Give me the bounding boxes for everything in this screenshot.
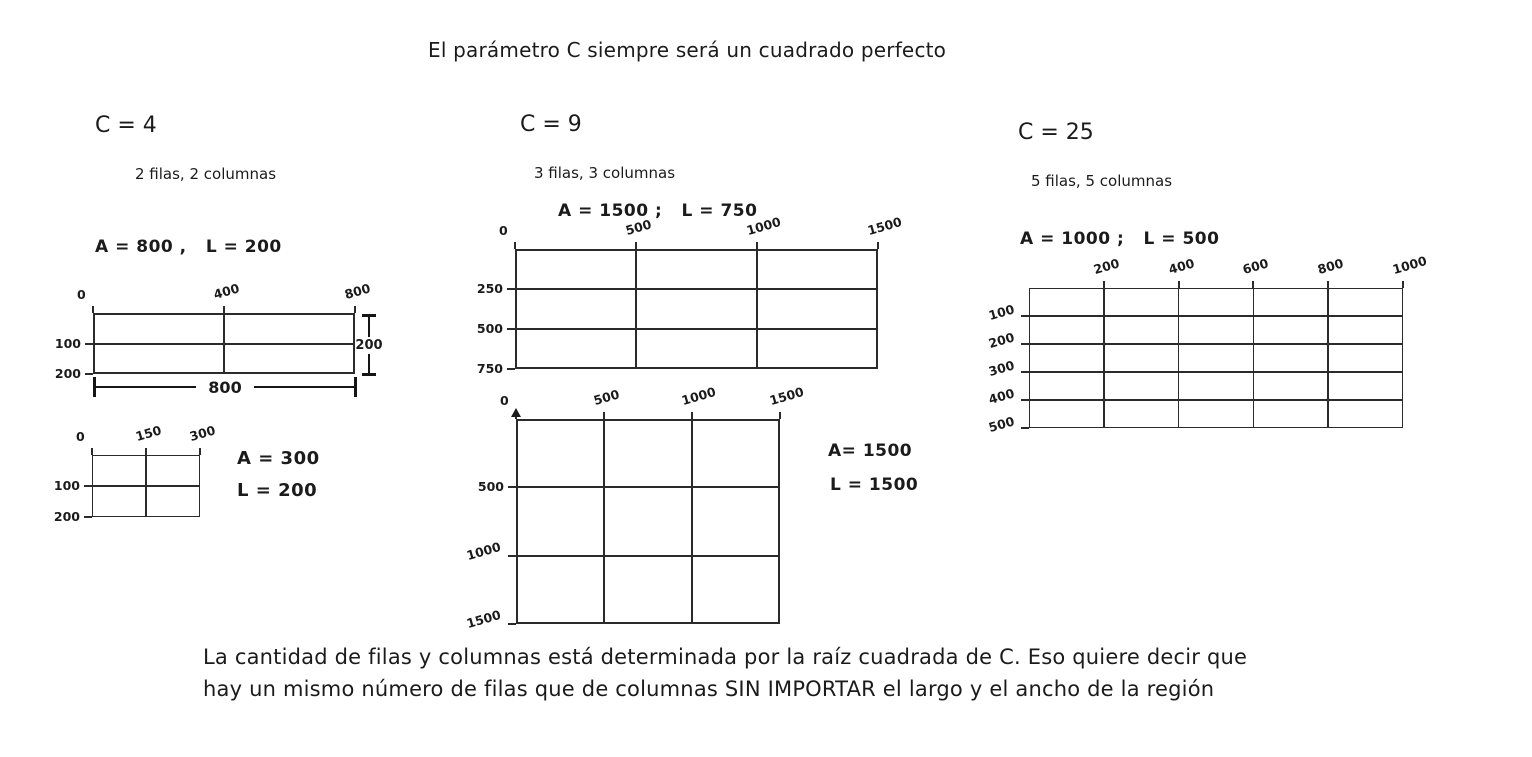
- axis-tick: [1327, 281, 1329, 288]
- axis-tick: [508, 623, 516, 625]
- axis-tick-label: 500: [591, 386, 621, 408]
- axis-tick: [508, 555, 516, 557]
- grid-hline: [1029, 315, 1403, 317]
- axis-tick-label: 800: [342, 280, 373, 302]
- dimension-line: [96, 386, 196, 389]
- axis-tick-label: 500: [477, 479, 504, 495]
- grid-hline: [92, 485, 200, 487]
- page-title: El parámetro C siempre será un cuadrado perfecto: [428, 38, 947, 62]
- axis-tick: [779, 412, 781, 419]
- grid-vline: [1327, 288, 1329, 428]
- axis-tick: [1021, 315, 1029, 317]
- axis-tick: [85, 343, 93, 345]
- axis-tick: [507, 368, 515, 370]
- axis-tick: [1021, 343, 1029, 345]
- axis-tick-label: 0: [77, 287, 86, 302]
- c4-small-area-label: A = 300: [237, 448, 320, 469]
- axis-tick: [92, 306, 94, 313]
- grid-vline: [1103, 288, 1105, 428]
- axis-tick-label: 0: [499, 223, 508, 238]
- c4-width-dimension: [93, 377, 357, 397]
- axis-tick-label: 500: [476, 321, 503, 337]
- axis-tick-label: 400: [986, 385, 1016, 407]
- section-c25-heading: C = 25: [1018, 120, 1094, 145]
- dimension-line: [368, 317, 371, 337]
- axis-tick: [91, 448, 93, 455]
- axis-tick-label: 100: [53, 478, 80, 493]
- section-c25-params: A = 1000 ; L = 500: [1020, 229, 1220, 249]
- c25-grid: [986, 252, 1429, 435]
- axis-tick-label: 1000: [744, 213, 783, 238]
- c4-width-dimension-label: 800: [208, 377, 242, 397]
- axis-tick-label: 300: [986, 357, 1016, 379]
- grid-outline: [1029, 288, 1403, 428]
- axis-tick: [199, 448, 201, 455]
- c9-square-area-label: A= 1500: [828, 441, 913, 461]
- section-c9-params: A = 1500 ; L = 750: [558, 201, 758, 221]
- axis-tick: [1021, 427, 1029, 429]
- axis-tick-label: 100: [986, 301, 1016, 323]
- axis-tick-label: 800: [1316, 255, 1346, 277]
- c4-height-dimension: [352, 314, 386, 376]
- grid-vline: [635, 249, 637, 369]
- axis-tick-label: 1000: [679, 383, 718, 408]
- axis-tick: [1402, 281, 1404, 288]
- footer-explanation-line2: hay un mismo número de filas que de columnas SIN IMPORTAR el largo y el ancho de la región: [203, 677, 1215, 701]
- grid-outline: [515, 249, 878, 369]
- axis-tick-label: 500: [623, 216, 653, 238]
- axis-tick: [603, 412, 605, 419]
- axis-tick-label: 300: [187, 422, 218, 444]
- axis-tick: [756, 242, 758, 249]
- axis-tick: [84, 485, 92, 487]
- axis-tick: [1021, 399, 1029, 401]
- grid-vline: [1178, 288, 1180, 428]
- grid-vline: [603, 419, 605, 624]
- c4-small-grid: [53, 422, 218, 524]
- axis-tick: [635, 242, 637, 249]
- c9-wide-grid: [476, 213, 904, 376]
- section-c4-params: A = 800 , L = 200: [95, 237, 282, 257]
- grid-outline: [516, 419, 780, 624]
- section-c9-rows-cols: 3 filas, 3 columnas: [534, 164, 676, 182]
- axis-tick-label: 400: [1166, 255, 1196, 277]
- axis-tick-label: 750: [476, 361, 503, 376]
- axis-tick-label: 1000: [1390, 252, 1429, 277]
- width-dimension-line: [93, 377, 357, 397]
- grid-hline: [515, 328, 878, 330]
- axis-tick: [1178, 281, 1180, 288]
- axis-tick-label: 200: [54, 366, 81, 381]
- axis-tick: [691, 412, 693, 419]
- axis-tick: [84, 516, 92, 518]
- section-c4-rows-cols: 2 filas, 2 columnas: [135, 165, 277, 183]
- axis-tick-label: 250: [476, 280, 503, 296]
- section-c9-heading: C = 9: [520, 112, 582, 137]
- grid-hline: [516, 555, 780, 557]
- axis-tick: [514, 242, 516, 249]
- axis-tick-label: 0: [76, 429, 85, 444]
- grid-vline: [1253, 288, 1255, 428]
- c9-square-grid: [465, 383, 806, 631]
- footer-explanation-line1: La cantidad de filas y columnas está determinada por la raíz cuadrada de C. Eso quiere decir que: [203, 645, 1248, 669]
- axis-tick: [85, 373, 93, 375]
- axis-tick-label: 1500: [865, 213, 904, 238]
- grid-vline: [756, 249, 758, 369]
- c4-small-length-label: L = 200: [237, 480, 318, 501]
- c9-square-length-label: L = 1500: [830, 475, 919, 495]
- axis-tick-label: 150: [133, 422, 164, 444]
- c4-main-grid: [54, 280, 373, 381]
- grid-hline: [515, 288, 878, 290]
- c4-height-dimension-label: 200: [355, 337, 383, 353]
- axis-tick: [354, 306, 356, 313]
- grid-hline: [1029, 371, 1403, 373]
- axis-tick-label: 600: [1241, 255, 1271, 277]
- axis-tick-label: 400: [211, 280, 242, 302]
- dimension-end-tick: [354, 377, 357, 397]
- grid-vline: [691, 419, 693, 624]
- axis-tick-label: 100: [54, 335, 81, 351]
- grid-hline: [1029, 399, 1403, 401]
- section-c25-rows-cols: 5 filas, 5 columnas: [1031, 172, 1173, 190]
- axis-tick: [1252, 281, 1254, 288]
- axis-tick: [507, 288, 515, 290]
- axis-tick-label: 200: [986, 329, 1016, 351]
- axis-tick: [507, 328, 515, 330]
- grid-hline: [1029, 343, 1403, 345]
- axis-tick-label: 1500: [465, 606, 503, 631]
- dimension-line: [368, 354, 371, 374]
- axis-tick-label: 1000: [465, 538, 503, 563]
- axis-tick: [223, 306, 225, 313]
- dimension-end-tick: [362, 373, 376, 376]
- axis-tick-label: 200: [1091, 255, 1121, 277]
- axis-tick-label: 500: [986, 413, 1016, 435]
- axis-tick-label: 1500: [767, 383, 806, 408]
- section-c4-heading: C = 4: [95, 113, 157, 138]
- axis-tick: [145, 448, 147, 455]
- axis-tick: [1021, 371, 1029, 373]
- axis-tick: [508, 486, 516, 488]
- axis-tick: [1103, 281, 1105, 288]
- up-arrow-icon: [511, 408, 521, 417]
- grid-hline: [93, 343, 355, 345]
- axis-tick: [877, 242, 879, 249]
- grid-hline: [516, 486, 780, 488]
- axis-tick-label: 200: [53, 509, 80, 524]
- dimension-line: [254, 386, 354, 389]
- axis-tick-label: 0: [500, 393, 509, 408]
